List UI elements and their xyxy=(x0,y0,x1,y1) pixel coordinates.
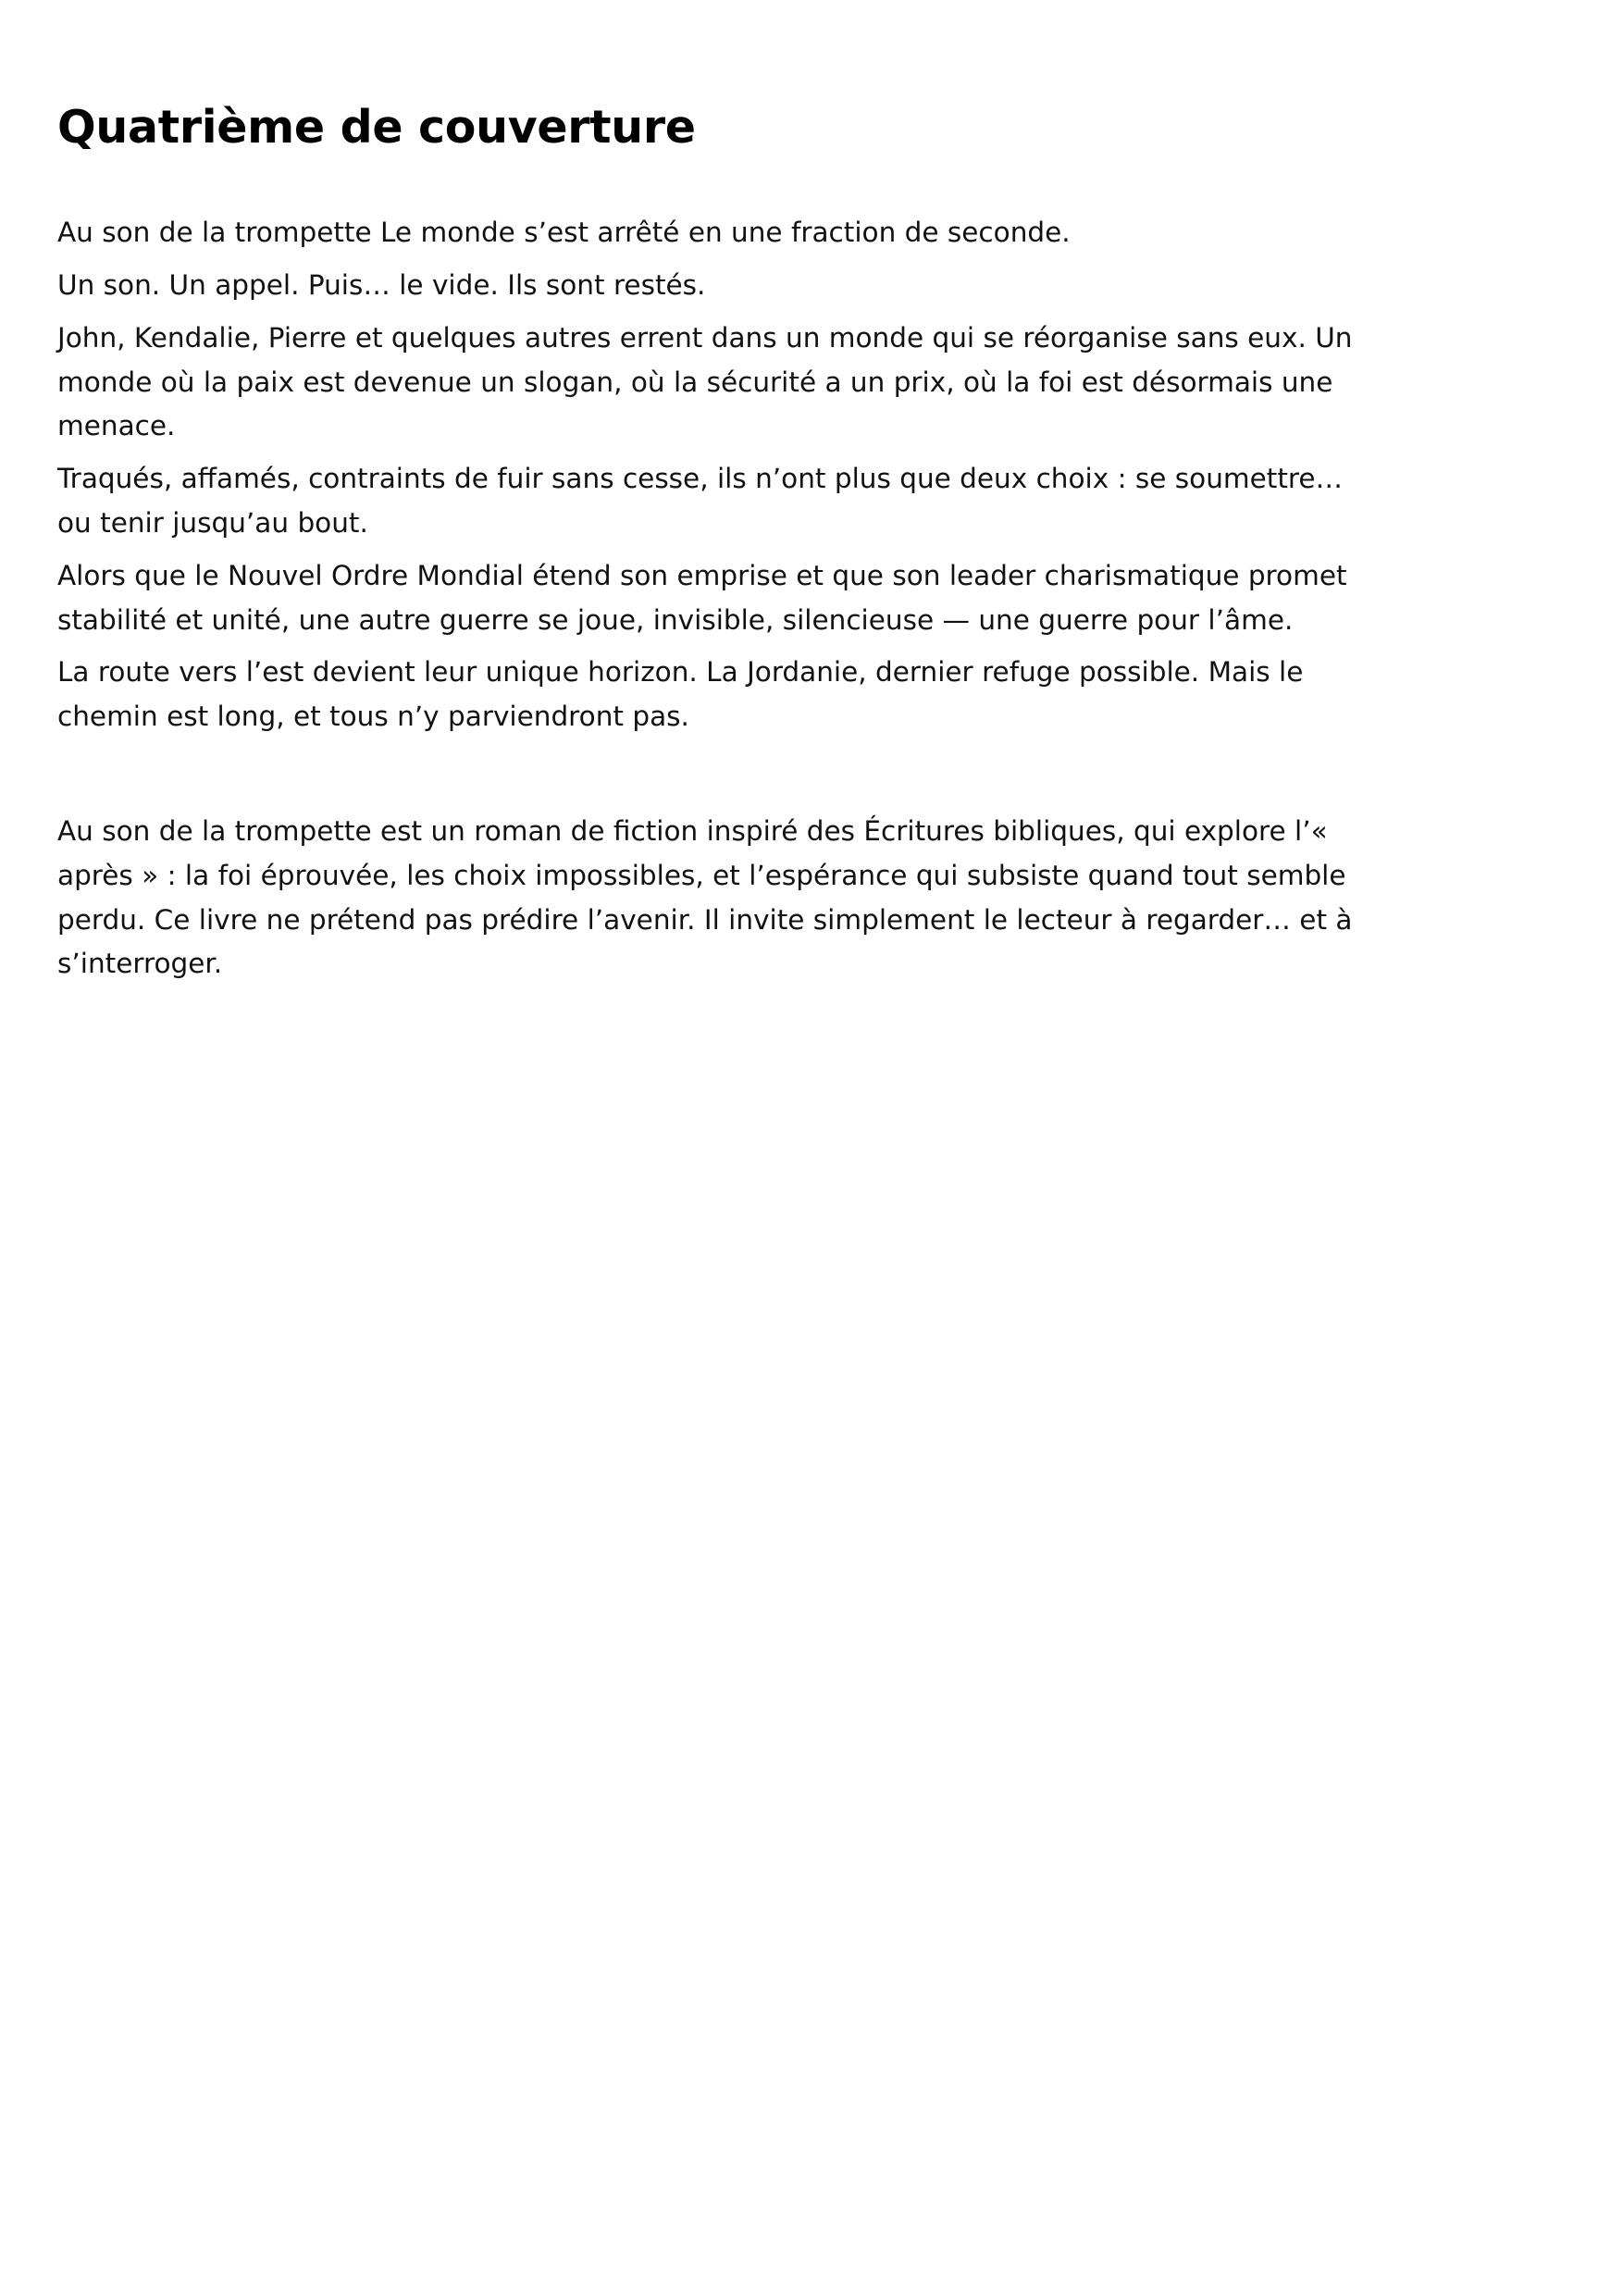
paragraph: Au son de la trompette est un roman de fiction inspiré des Écritures bibliques, qui explore l’« après » : la foi éprouvée, les choix impossibles, et l’espérance qui subsiste quand tout semble perdu. Ce livre ne prétend pas prédire l’avenir. Il invite simplement le lecteur à regarder… et à s’interroger. xyxy=(57,814,1353,980)
document-body xyxy=(57,211,1381,987)
paragraph: Traqués, affamés, contraints de fuir sans cesse, ils n’ont plus que deux choix : se soumettre… ou tenir jusqu’au bout. xyxy=(57,463,1344,540)
page-title: Quatrième de couverture xyxy=(57,101,696,154)
paragraph: Alors que le Nouvel Ordre Mondial étend son emprise et que son leader charismatique promet stabilité et unité, une autre guerre se joue, invisible, silencieuse — une guerre pour l’âme. xyxy=(57,559,1347,636)
paragraph: La route vers l’est devient leur unique horizon. La Jordanie, dernier refuge possible. Mais le chemin est long, et tous n’y parviendront pas. xyxy=(57,656,1304,733)
paragraph: John, Kendalie, Pierre et quelques autres errent dans un monde qui se réorganise sans eux. Un monde où la paix est devenue un slogan, où la sécurité a un prix, où la foi est désormais une menace. xyxy=(57,321,1353,442)
paragraph: Au son de la trompette Le monde s’est arrêté en une fraction de seconde. xyxy=(57,217,1071,249)
paragraph: Un son. Un appel. Puis… le vide. Ils sont restés. xyxy=(57,269,706,302)
